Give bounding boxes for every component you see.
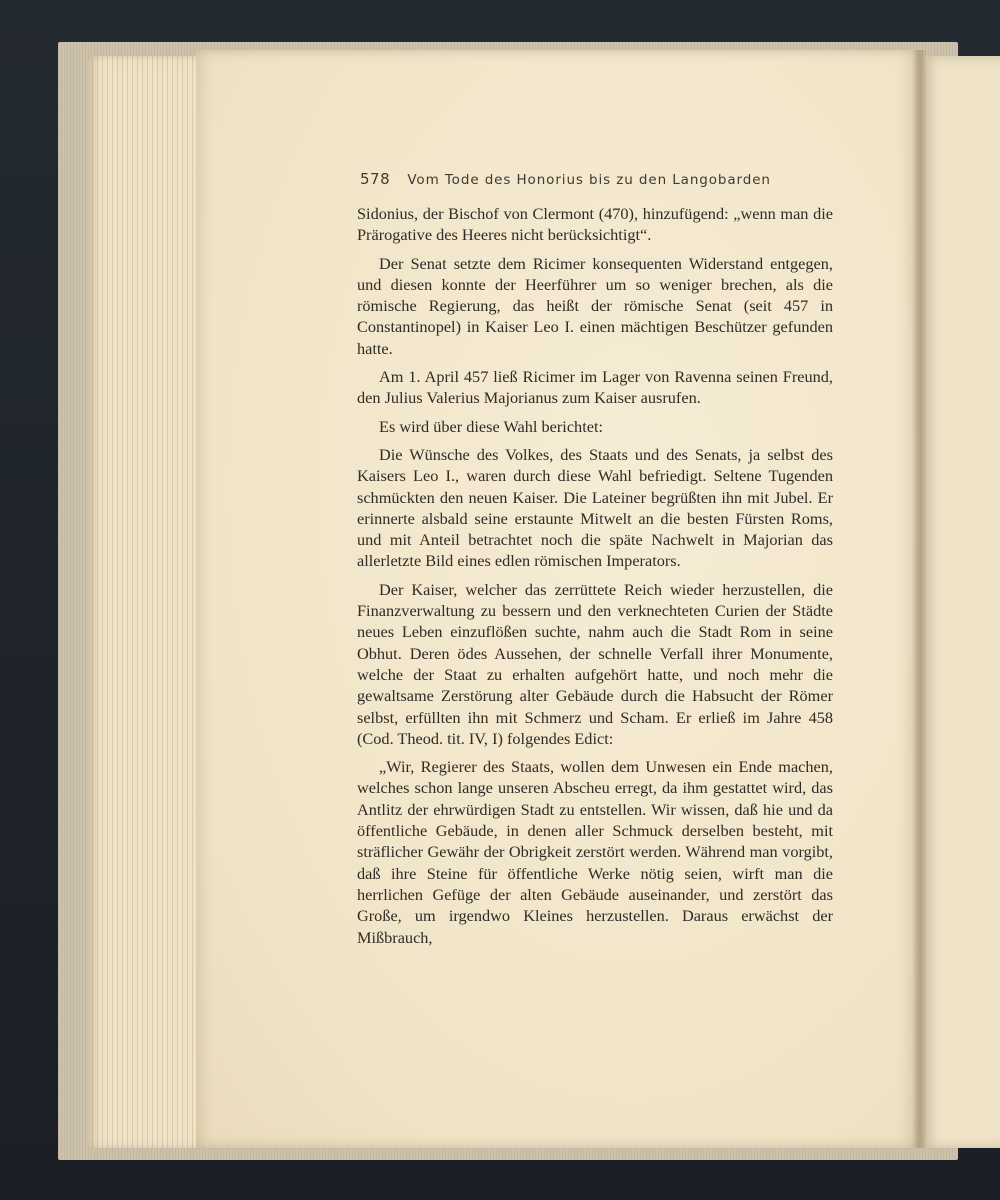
running-head (360, 170, 840, 188)
page-number: 578 (360, 170, 391, 188)
page-gutter (912, 50, 926, 1148)
paragraph: Der Senat setzte dem Ricimer konsequenten Widerstand entgegen, und diesen konnte der Heerführer um so weniger brechen, als die römische Regierung, das heißt der römische Senat (seit 457 in Constantinopel) in Kaiser Leo I. einen mächtigen Beschützer gefunden hatte. (357, 253, 833, 358)
paragraph: Es wird über diese Wahl berichtet: (379, 416, 603, 436)
body-text (357, 203, 833, 955)
paragraph: Sidonius, der Bischof von Clermont (470), hinzufügend: „wenn man die Prärogative des Heeres nicht berücksichtigt“. (357, 204, 833, 245)
running-title: Vom Tode des Honorius bis zu den Langobarden (407, 172, 771, 188)
facing-page-edge (920, 56, 1000, 1148)
page-edges (88, 56, 200, 1148)
paragraph: „Wir, Regierer des Staats, wollen dem Unwesen ein Ende machen, welches schon lange unseren Abscheu erregt, da ihm gestattet wird, das Antlitz der ehrwürdigen Stadt zu entstellen. Wir wissen, daß hie und da öffentliche Gebäude, in denen aller Schmuck derselben besteht, mit sträflicher Gewähr der Obrigkeit zerstört werden. Während man vorgibt, daß ihre Steine für öffentliche Werke nötig seien, wirft man die herrlichen Gefüge der alten Gebäude auseinander, und zerstört das Große, um irgendwo Kleines herzustellen. Daraus erwächst der Mißbrauch, (357, 757, 833, 947)
paragraph: Die Wünsche des Volkes, des Staats und des Senats, ja selbst des Kaisers Leo I., waren durch diese Wahl befriedigt. Seltene Tugenden schmückten den neuen Kaiser. Die Lateiner begrüßten ihn mit Jubel. Er erinnerte alsbald seine erstaunte Mitwelt an die besten Fürsten Roms, und mit Anteil betrachtet noch die späte Nachwelt in Majorian das allerletzte Bild eines edlen römischen Imperators. (357, 444, 833, 571)
paragraph: Am 1. April 457 ließ Ricimer im Lager von Ravenna seinen Freund, den Julius Valerius Majorianus zum Kaiser ausrufen. (357, 367, 833, 408)
paragraph: Der Kaiser, welcher das zerrüttete Reich wieder herzustellen, die Finanzverwaltung zu bessern und den verknechteten Curien der Städte neues Leben einzuflößen suchte, nahm auch die Stadt Rom in seine Obhut. Deren ödes Aussehen, der schnelle Verfall ihrer Monumente, welche der Staat zu erhalten aufgehört hatte, und noch mehr die gewaltsame Zerstörung alter Gebäude durch die Habsucht der Römer selbst, erfüllten ihn mit Schmerz und Scham. Er erließ im Jahre 458 (Cod. Theod. tit. IV, I) folgendes Edict: (357, 579, 833, 748)
